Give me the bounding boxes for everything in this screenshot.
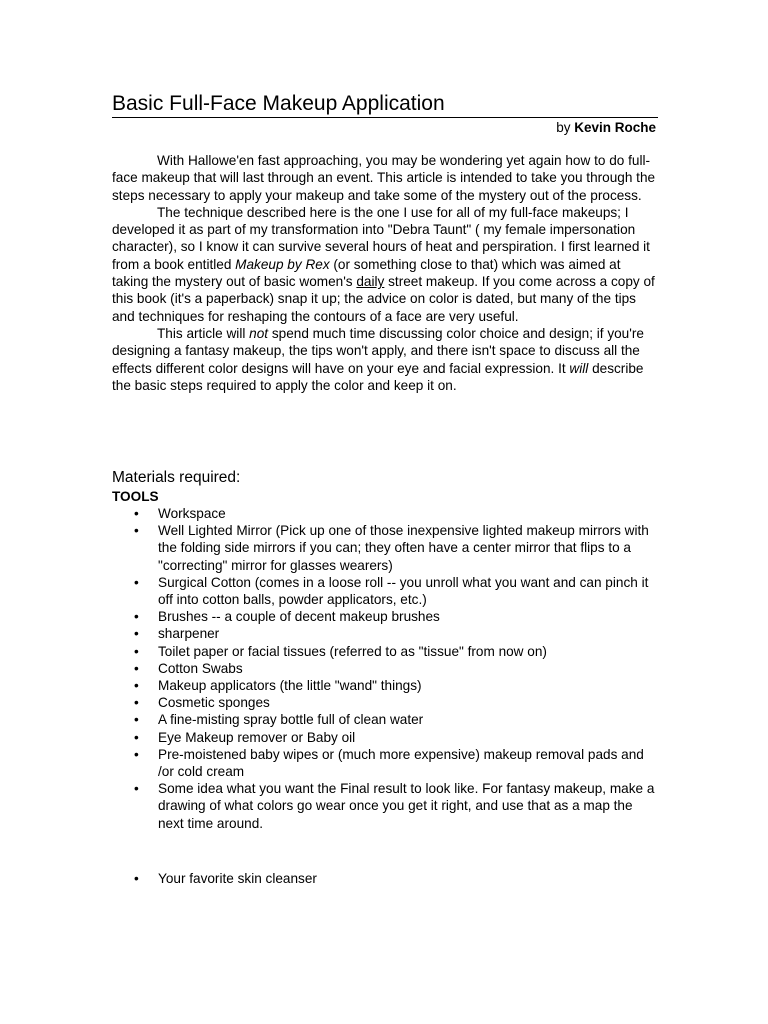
list-item	[112, 522, 658, 574]
list-item-text: Some idea what you want the Final result to look like. For fantasy makeup, make a drawing of what colors go wear once you get it right, and use that as a map the next time around.	[158, 781, 655, 831]
text-run: With Hallowe'en fast approaching, you may be wondering yet again how to do full-face makeup that will last through an event. This article is intended to take you through the steps necessary to apply your makeup and take some of the mystery out of the process.	[112, 153, 656, 203]
list-item-text: Eye Makeup remover or Baby oil	[158, 729, 356, 745]
bullet-icon: •	[134, 781, 139, 797]
document-title: Basic Full-Face Makeup Application	[112, 92, 658, 118]
bullet-icon: •	[134, 678, 139, 694]
list-item	[112, 625, 658, 642]
underlined-text: daily	[356, 274, 385, 290]
bullet-icon: •	[134, 712, 139, 728]
byline-prefix: by	[556, 120, 575, 135]
bullet-icon: •	[134, 626, 139, 642]
list-item	[112, 694, 658, 711]
materials-heading: Materials required:	[112, 469, 241, 486]
list-item	[112, 780, 658, 832]
list-item-text: Well Lighted Mirror (Pick up one of those inexpensive lighted makeup mirrors with the folding side mirrors if you can; they often have a center mirror that flips to a "correcting" mirror for glasses wearers)	[158, 523, 649, 573]
list-item	[112, 711, 658, 728]
extra-list	[112, 870, 658, 887]
bullet-icon: •	[134, 523, 139, 539]
list-item-text: Workspace	[158, 506, 226, 521]
list-item-text: Surgical Cotton (comes in a loose roll -- you unroll what you want and can pinch it off into cotton balls, powder applicators, etc.)	[158, 574, 649, 608]
list-item	[112, 746, 658, 780]
list-item-text: sharpener	[158, 626, 220, 642]
list-item-text: Brushes -- a couple of decent makeup brushes	[158, 609, 440, 625]
text-run: describe the basic steps required to apply the color and keep it on.	[112, 360, 644, 393]
paragraph	[112, 325, 658, 394]
list-item-text: Makeup applicators (the little "wand" things)	[158, 678, 422, 694]
italic-text: will	[569, 360, 589, 376]
text-run: (or something close to that) which was aimed at taking the mystery out of basic women's	[112, 256, 621, 290]
bullet-icon: •	[134, 506, 139, 521]
list-item	[112, 608, 658, 625]
list-item-text: Cosmetic sponges	[158, 695, 270, 711]
text-run: The technique described here is the one I use for all of my full-face makeups; I developed it as part of my transformation into "Debra Taunt" ( my female impersonation character), so I know it can survive several hours of heat and perspiration. I first learned it from a book entitled	[112, 204, 650, 272]
list-item-text: Toilet paper or facial tissues (referred to as "tissue" from now on)	[158, 643, 547, 659]
bullet-icon: •	[134, 643, 139, 659]
list-item-text: A fine-misting spray bottle full of clean water	[158, 712, 424, 728]
text-run: spend much time discussing color choice and design; if you're designing a fantasy makeup, the tips won't apply, and there isn't space to discuss all the effects different color designs will have on your eye and facial expression. It	[112, 325, 644, 376]
paragraph	[112, 204, 658, 325]
list-item	[112, 505, 658, 522]
italic-text: Makeup by Rex	[235, 256, 330, 272]
bullet-icon: •	[134, 660, 139, 676]
bullet-icon: •	[134, 609, 139, 625]
list-item	[112, 574, 658, 608]
list-item	[112, 660, 658, 677]
list-item-text: Cotton Swabs	[158, 660, 243, 676]
bullet-icon: •	[134, 695, 139, 711]
article-body	[112, 152, 658, 394]
bullet-icon: •	[134, 574, 139, 590]
bullet-icon: •	[134, 871, 139, 886]
paragraph	[112, 152, 658, 204]
tools-list	[112, 505, 658, 832]
bullet-icon: •	[134, 746, 139, 762]
byline	[556, 120, 656, 136]
byline-author: Kevin Roche	[574, 120, 656, 135]
list-item-text: Pre-moistened baby wipes or (much more expensive) makeup removal pads and /or cold cream	[158, 746, 644, 780]
text-run: This article will	[157, 325, 250, 341]
list-item	[112, 729, 658, 746]
list-item	[112, 677, 658, 694]
italic-text: not	[249, 325, 269, 341]
bullet-icon: •	[134, 729, 139, 745]
text-run: street makeup. If you come across a copy of this book (it's a paperback) snap it up; the advice on color is dated, but many of the tips and techniques for reshaping the contours of a face are very useful.	[112, 274, 655, 324]
list-item	[112, 870, 658, 887]
list-item-text: Your favorite skin cleanser	[158, 871, 317, 886]
tools-heading: TOOLS	[112, 489, 159, 504]
list-item	[112, 643, 658, 660]
